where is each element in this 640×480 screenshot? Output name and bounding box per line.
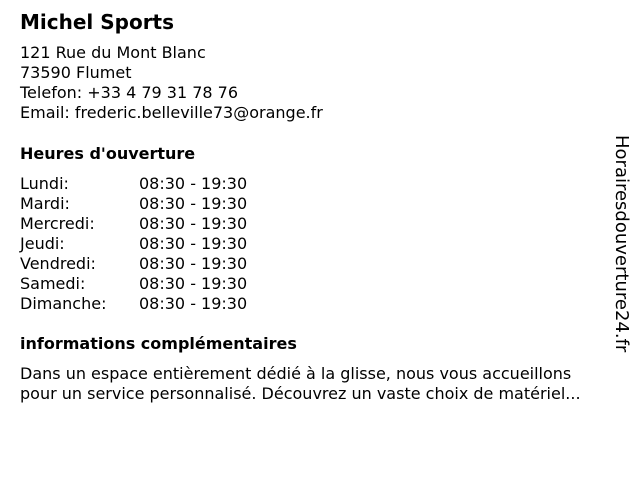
- hours-row: [20, 254, 247, 274]
- site-watermark: Horairesdouverture24.fr: [611, 135, 632, 353]
- opening-hours-table: [20, 174, 247, 314]
- store-name: Michel Sports: [20, 10, 175, 34]
- store-contact-block: [20, 43, 323, 123]
- day-hours: 08:30 - 19:30: [139, 174, 248, 193]
- address-street: 121 Rue du Mont Blanc: [20, 43, 206, 62]
- day-hours: 08:30 - 19:30: [139, 214, 248, 233]
- day-label: Jeudi:: [20, 234, 65, 253]
- day-label: Samedi:: [20, 274, 86, 293]
- hours-row: [20, 234, 247, 254]
- day-hours: 08:30 - 19:30: [139, 234, 248, 253]
- hours-row: [20, 214, 247, 234]
- day-hours: 08:30 - 19:30: [139, 194, 248, 213]
- info-line: pour un service personnalisé. Découvrez un vaste choix de matériel...: [20, 384, 581, 403]
- day-label: Mercredi:: [20, 214, 95, 233]
- day-hours: 08:30 - 19:30: [139, 294, 248, 313]
- opening-hours-heading: Heures d'ouverture: [20, 144, 196, 163]
- info-line: Dans un espace entièrement dédié à la glisse, nous vous accueillons: [20, 364, 572, 383]
- day-hours: 08:30 - 19:30: [139, 274, 248, 293]
- additional-info-text: [20, 364, 632, 404]
- day-label: Mardi:: [20, 194, 70, 213]
- day-label: Lundi:: [20, 174, 69, 193]
- day-hours: 08:30 - 19:30: [139, 254, 248, 273]
- hours-row: [20, 194, 247, 214]
- hours-row: [20, 274, 247, 294]
- hours-row: [20, 294, 247, 314]
- email-address: Email: frederic.belleville73@orange.fr: [20, 103, 323, 122]
- address-city: 73590 Flumet: [20, 63, 132, 82]
- hours-row: [20, 174, 247, 194]
- day-label: Vendredi:: [20, 254, 96, 273]
- additional-info-heading: informations complémentaires: [20, 334, 297, 353]
- phone-number: Telefon: +33 4 79 31 78 76: [20, 83, 239, 102]
- day-label: Dimanche:: [20, 294, 107, 313]
